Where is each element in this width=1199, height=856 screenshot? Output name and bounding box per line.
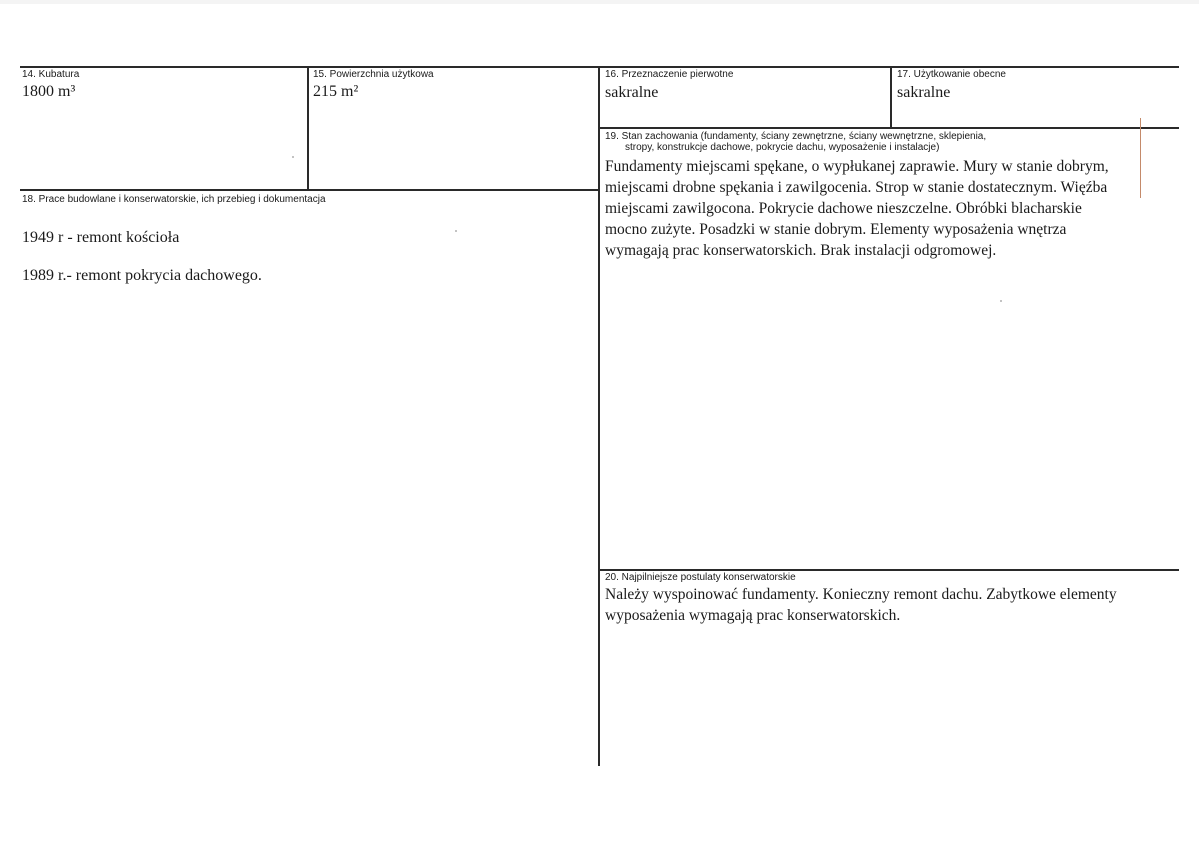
field-19-line-5: wymagają prac konserwatorskich. Brak instalacji odgromowej. — [605, 242, 997, 259]
field-17-label: 17. Użytkowanie obecne — [897, 69, 1006, 80]
field-14-value: 1800 m³ — [22, 83, 76, 100]
field-18-label: 18. Prace budowlane i konserwatorskie, ich przebieg i dokumentacja — [22, 194, 326, 205]
field-16-label: 16. Przeznaczenie pierwotne — [605, 69, 734, 80]
scan-speck — [455, 230, 457, 232]
field-20-label: 20. Najpilniejsze postulaty konserwatorskie — [605, 572, 796, 583]
field-19-line-2: miejscami drobne spękania i zawilgocenia. Strop w stanie dostatecznym. Więźba — [605, 179, 1108, 196]
field-15-value: 215 m² — [313, 83, 359, 100]
field-19-line-1: Fundamenty miejscami spękane, o wypłukanej zaprawie. Mury w stanie dobrym, — [605, 158, 1109, 175]
field-18-entry-1: 1949 r - remont kościoła — [22, 229, 180, 246]
field-14-label: 14. Kubatura — [22, 69, 80, 80]
field-16-value: sakralne — [605, 84, 659, 101]
field-17-value: sakralne — [897, 84, 951, 101]
rule-vertical-center — [598, 66, 600, 766]
rule-row-18 — [20, 189, 600, 191]
rule-vertical-1 — [307, 66, 309, 190]
rule-vertical-3 — [890, 66, 892, 128]
scan-edge — [0, 0, 1199, 4]
field-19-line-4: mocno zużyte. Posadzki w stanie dobrym. Elementy wyposażenia wnętrza — [605, 221, 1067, 238]
field-18-entry-2: 1989 r.- remont pokrycia dachowego. — [22, 267, 262, 284]
field-19-label-line-2: stropy, konstrukcje dachowe, pokrycie dachu, wyposażenie i instalacje) — [625, 142, 940, 153]
field-20-line-2: wyposażenia wymagają prac konserwatorskich. — [605, 607, 901, 624]
scan-speck — [292, 156, 294, 158]
rule-row-16-17 — [598, 127, 1179, 129]
field-20-text — [605, 584, 1117, 626]
scan-pen-mark — [1140, 118, 1141, 198]
field-19-label — [605, 131, 986, 153]
field-19-label-line-1: 19. Stan zachowania (fundamenty, ściany zewnętrzne, ściany wewnętrzne, sklepienia, — [605, 131, 987, 142]
rule-row-20 — [598, 569, 1179, 571]
field-15-label: 15. Powierzchnia użytkowa — [313, 69, 434, 80]
field-20-line-1: Należy wyspoinować fundamenty. Konieczny remont dachu. Zabytkowe elementy — [605, 586, 1117, 603]
field-19-line-3: miejscami zawilgocona. Pokrycie dachowe nieszczelne. Obróbki blacharskie — [605, 200, 1082, 217]
scan-speck — [1000, 300, 1002, 302]
field-19-text — [605, 156, 1109, 261]
